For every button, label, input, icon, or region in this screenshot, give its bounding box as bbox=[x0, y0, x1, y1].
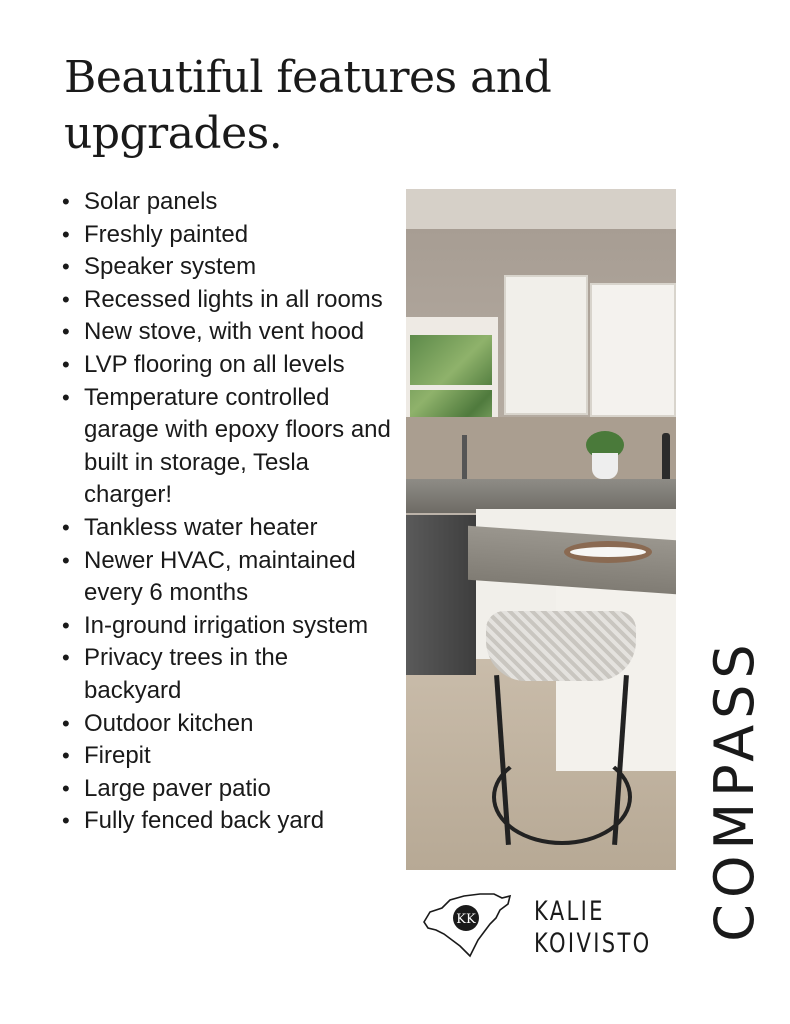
brokerage-logo: COMPASS bbox=[703, 638, 766, 942]
feature-item: • New stove, with vent hood bbox=[62, 316, 392, 349]
feature-item: • Newer HVAC, maintained every 6 months bbox=[62, 545, 392, 610]
photo-dishwasher bbox=[406, 515, 476, 675]
title-line-1: Beautiful features and bbox=[64, 52, 552, 103]
photo-upper-cabinet bbox=[504, 275, 588, 415]
photo-counter bbox=[406, 479, 676, 513]
photo-window-bar bbox=[410, 385, 492, 390]
feature-item: • Large paver patio bbox=[62, 773, 392, 806]
feature-item: • Fully fenced back yard bbox=[62, 805, 392, 838]
feature-item: • Privacy trees in the backyard bbox=[62, 642, 392, 707]
page-title bbox=[64, 50, 624, 162]
feature-list bbox=[62, 186, 392, 838]
feature-item: • Temperature controlled garage with epoxy floors and built in storage, Tesla charger! bbox=[62, 382, 392, 512]
kitchen-photo bbox=[406, 189, 676, 870]
feature-item: • LVP flooring on all levels bbox=[62, 349, 392, 382]
feature-item: • Firepit bbox=[62, 740, 392, 773]
photo-upper-cabinet bbox=[590, 283, 676, 417]
title-line-2: upgrades. bbox=[64, 108, 283, 159]
photo-stool-ring bbox=[492, 749, 632, 845]
photo-backsplash bbox=[406, 417, 676, 487]
feature-item: • Freshly painted bbox=[62, 219, 392, 252]
photo-plant-pot bbox=[592, 453, 618, 479]
feature-item: • Tankless water heater bbox=[62, 512, 392, 545]
agent-last-name: KOIVISTO bbox=[534, 928, 652, 959]
feature-item: • Outdoor kitchen bbox=[62, 708, 392, 741]
photo-bottle bbox=[662, 433, 670, 479]
feature-item: • Speaker system bbox=[62, 251, 392, 284]
logo-initials: KK bbox=[456, 912, 476, 927]
feature-item: • Recessed lights in all rooms bbox=[62, 284, 392, 317]
photo-stool-seat bbox=[486, 611, 636, 681]
photo-plate bbox=[564, 541, 652, 563]
agent-name bbox=[534, 896, 652, 960]
feature-item: • In-ground irrigation system bbox=[62, 610, 392, 643]
agent-first-name: KALIE bbox=[534, 896, 605, 927]
agent-logo-icon bbox=[420, 882, 514, 964]
feature-item: • Solar panels bbox=[62, 186, 392, 219]
